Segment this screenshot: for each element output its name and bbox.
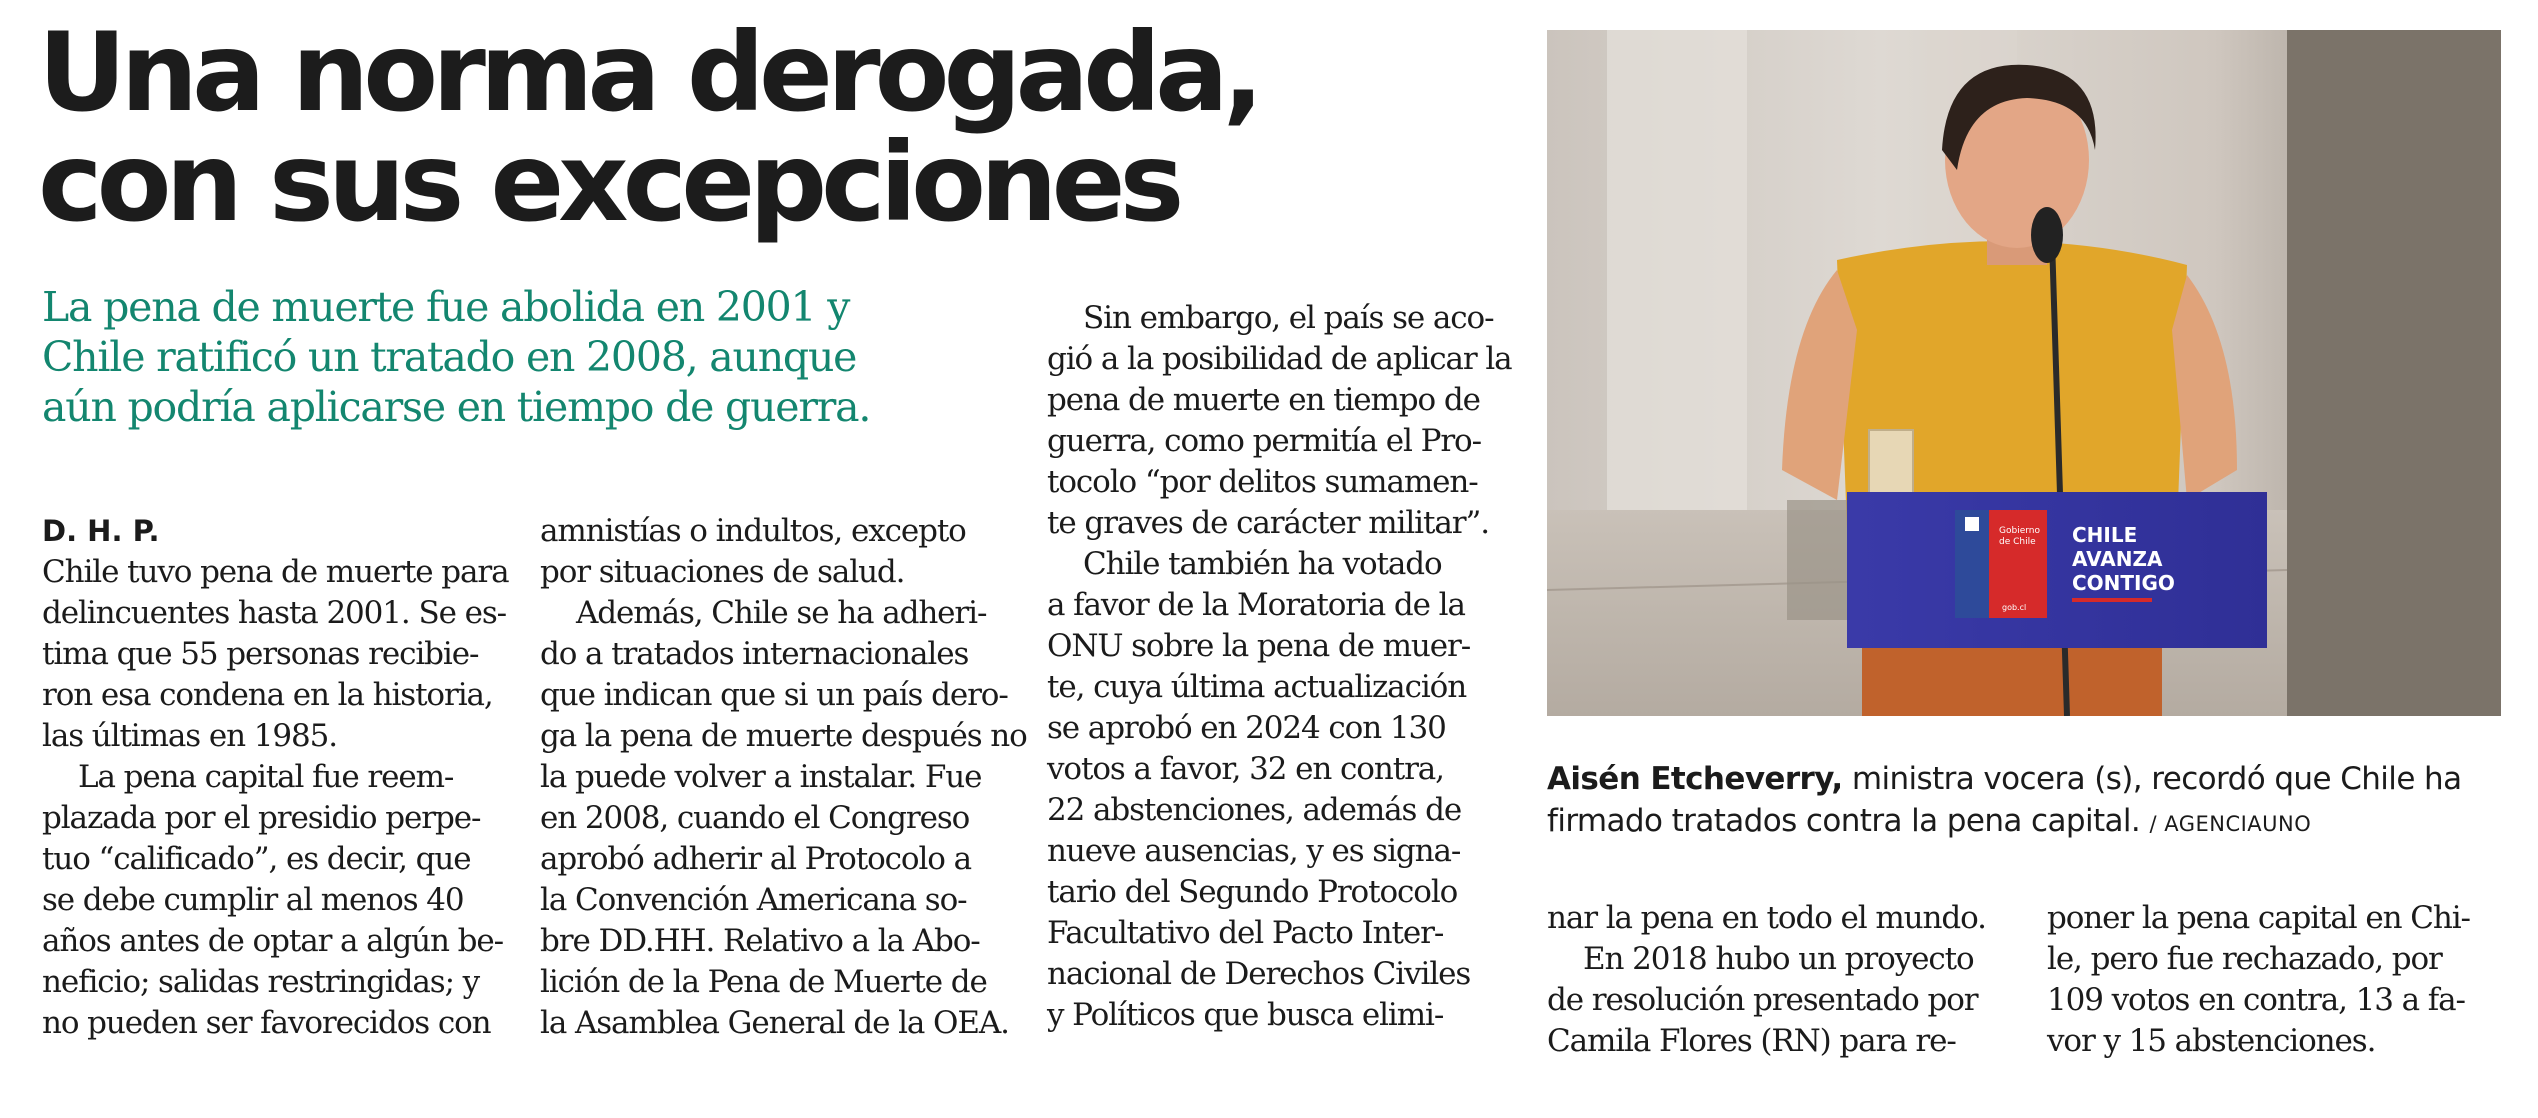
text-line: ga la pena de muerte después no — [540, 718, 1027, 754]
headline-line-2: con sus excepciones — [38, 119, 1179, 246]
photo-caption — [1547, 758, 2507, 845]
text-line: le, pero fue rechazado, por — [2047, 941, 2442, 977]
text-line: bre DD.HH. Relativo a la Abo- — [540, 923, 980, 959]
article-column-3 — [1047, 298, 1512, 1036]
photo-illustration — [1547, 30, 2501, 716]
text-line: Además, Chile se ha adheri- — [576, 595, 987, 631]
article-column-4 — [1547, 898, 2007, 1062]
text-line: te graves de carácter militar”. — [1047, 505, 1489, 541]
text-line: ron esa condena en la historia, — [42, 677, 493, 713]
text-line: La pena capital fue reem- — [78, 759, 454, 795]
podium-gov-line2: de Chile — [1999, 537, 2036, 547]
text-line: poner la pena capital en Chi- — [2047, 900, 2470, 936]
text-line: guerra, como permitía el Pro- — [1047, 423, 1481, 459]
headline-line-1: Una norma derogada, — [38, 9, 1259, 136]
caption-name: Aisén Etcheverry, — [1547, 761, 1843, 797]
podium — [1847, 492, 2267, 648]
text-line: delincuentes hasta 2001. Se es- — [42, 595, 507, 631]
text-line: plazada por el presidio perpe- — [42, 800, 481, 836]
podium-url: gob.cl — [2002, 603, 2027, 612]
article-column-5 — [2047, 898, 2502, 1062]
text-line: do a tratados internacionales — [540, 636, 969, 672]
article-column-1 — [42, 511, 509, 1044]
text-line: Camila Flores (RN) para re- — [1547, 1023, 1956, 1059]
text-line: lición de la Pena de Muerte de — [540, 964, 987, 1000]
text-line: no pueden ser favorecidos con — [42, 1005, 491, 1041]
text-line: ONU sobre la pena de muer- — [1047, 628, 1471, 664]
headline — [38, 9, 1518, 246]
podium-gov-line1: Gobierno — [1999, 526, 2040, 536]
article-photo — [1547, 30, 2501, 716]
podium-slogan-1: CHILE — [2072, 523, 2138, 547]
text-line: Sin embargo, el país se aco- — [1083, 300, 1494, 336]
text-line: en 2008, cuando el Congreso — [540, 800, 970, 836]
text-line: tocolo “por delitos sumamen- — [1047, 464, 1478, 500]
text-line: aprobó adherir al Protocolo a — [540, 841, 971, 877]
text-line: la puede volver a instalar. Fue — [540, 759, 982, 795]
text-line: pena de muerte en tiempo de — [1047, 382, 1480, 418]
caption-text-1: ministra vocera (s), recordó que Chile ha — [1842, 761, 2462, 797]
caption-text-2: firmado tratados contra la pena capital. — [1547, 803, 2150, 839]
article-column-2 — [540, 511, 1027, 1044]
text-line: gió a la posibilidad de aplicar la — [1047, 341, 1512, 377]
text-line: votos a favor, 32 en contra, — [1047, 751, 1444, 787]
lead-line-2: Chile ratificó un tratado en 2008, aunque — [42, 333, 857, 381]
text-line: que indican que si un país dero- — [540, 677, 1008, 713]
text-line: a favor de la Moratoria de la — [1047, 587, 1465, 623]
byline: D. H. P. — [42, 514, 160, 548]
text-line: la Asamblea General de la OEA. — [540, 1005, 1009, 1041]
lead-line-1: La pena de muerte fue abolida en 2001 y — [42, 283, 850, 331]
text-line: y Políticos que busca elimi- — [1047, 997, 1444, 1033]
text-line: vor y 15 abstenciones. — [2047, 1023, 2376, 1059]
dark-wall — [2287, 30, 2501, 716]
text-line: nar la pena en todo el mundo. — [1547, 900, 1986, 936]
text-line: tuo “calificado”, es decir, que — [42, 841, 471, 877]
text-line: de resolución presentado por — [1547, 982, 1978, 1018]
text-line: nueve ausencias, y es signa- — [1047, 833, 1461, 869]
lead-paragraph — [42, 282, 1042, 432]
text-line: En 2018 hubo un proyecto — [1583, 941, 1974, 977]
text-line: nacional de Derechos Civiles — [1047, 956, 1471, 992]
text-line: las últimas en 1985. — [42, 718, 337, 754]
text-line: Facultativo del Pacto Inter- — [1047, 915, 1444, 951]
water-glass — [1869, 430, 1913, 500]
lead-line-3: aún podría aplicarse en tiempo de guerra. — [42, 383, 871, 431]
caption-line-1 — [1547, 758, 2507, 800]
caption-line-2 — [1547, 800, 2507, 845]
text-line: Chile también ha votado — [1083, 546, 1442, 582]
podium-slogan-2: AVANZA — [2072, 547, 2163, 571]
text-line: neficio; salidas restringidas; y — [42, 964, 480, 1000]
text-line: por situaciones de salud. — [540, 554, 905, 590]
text-line: tario del Segundo Protocolo — [1047, 874, 1458, 910]
text-line: años antes de optar a algún be- — [42, 923, 503, 959]
microphone — [2031, 207, 2063, 263]
text-line: amnistías o indultos, excepto — [540, 513, 966, 549]
photo-credit: / AGENCIAUNO — [2149, 812, 2312, 836]
text-line: 109 votos en contra, 13 a fa- — [2047, 982, 2465, 1018]
text-line: Chile tuvo pena de muerte para — [42, 554, 509, 590]
podium-slogan-3: CONTIGO — [2072, 571, 2175, 595]
text-line: 22 abstenciones, además de — [1047, 792, 1462, 828]
text-line: la Convención Americana so- — [540, 882, 967, 918]
text-line: te, cuya última actualización — [1047, 669, 1467, 705]
text-line: se aprobó en 2024 con 130 — [1047, 710, 1446, 746]
text-line: se debe cumplir al menos 40 — [42, 882, 464, 918]
text-line: tima que 55 personas recibie- — [42, 636, 479, 672]
